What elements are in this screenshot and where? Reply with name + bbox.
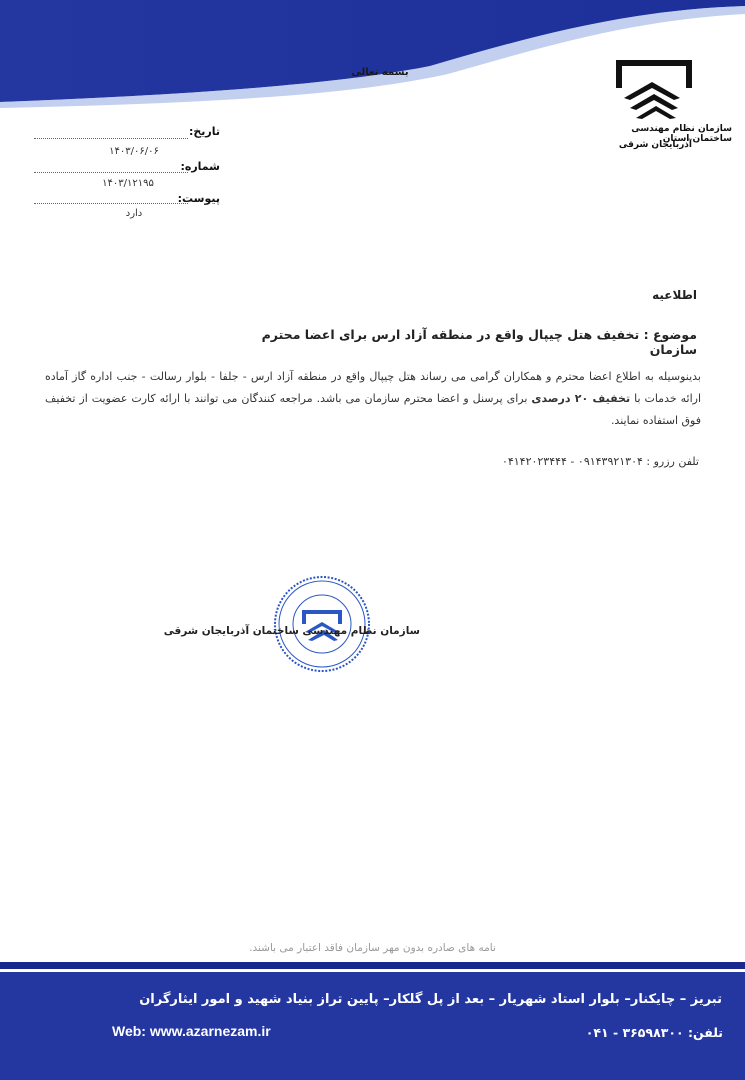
signature-organization: سازمان نظام مهندسی ساختمان آذربایجان شرقی — [163, 625, 420, 637]
organization-name-line-1: سازمان نظام مهندسی ساختمان استان — [631, 124, 732, 144]
basmala-text: بسمه تعالی — [351, 67, 409, 78]
notice-heading: اطلاعیه — [652, 288, 697, 302]
reservation-phone: تلفن رزرو : ۰۹۱۴۳۹۲۱۳۰۴ - ۰۴۱۴۲۰۲۳۴۴۴ — [501, 455, 699, 468]
number-value: ۱۴۰۳/۱۲۱۹۵ — [102, 178, 154, 189]
date-label: تاریخ: — [188, 125, 220, 138]
attachment-line — [34, 203, 188, 204]
body-text-part-2: برای پرسنل و اعضا محترم سازمان می باشد. مراجعه کنندگان می توانند با ارائه کارت عضویت از تخفیف فوق استفاده نمایند. — [45, 392, 701, 427]
footer-address: تبریز – چایکنار– بلوار استاد شهریار – بعد از پل گلکار– پایین تراز بنیاد شهید و امور ایثارگران — [139, 992, 722, 1007]
date-line — [34, 138, 188, 139]
organization-logo — [592, 58, 732, 168]
subject-line: موضوع : تخفیف هتل چیپال واقع در منطقه آزاد ارس برای اعضا محترم سازمان — [261, 327, 697, 357]
footer-stripe — [0, 962, 745, 969]
date-value: ۱۴۰۳/۰۶/۰۶ — [109, 146, 159, 157]
number-line — [34, 172, 188, 173]
body-text-discount: تخفیف ۲۰ درصدی — [531, 392, 631, 405]
body-paragraph — [45, 366, 701, 432]
house-logo-icon — [614, 58, 694, 120]
footer-website: Web: www.azarnezam.ir — [112, 1023, 271, 1039]
footer-phone: تلفن: ۳۶۵۹۸۳۰۰ - ۰۴۱ — [585, 1025, 723, 1040]
attachment-label: پیوست: — [177, 192, 220, 205]
disclaimer-text: نامه های صادره بدون مهر سازمان فاقد اعتبار می باشند. — [249, 942, 496, 954]
attachment-value: دارد — [125, 208, 143, 219]
body-text-part-1: بدینوسیله به اطلاع اعضا محترم و همکاران گرامی می رساند هتل چیپال واقع در منطقه آزاد ارس - جلفا - بلوار رسالت - جنب اداره گاز آماده ارائه خدمات با — [45, 370, 702, 405]
organization-seal — [272, 574, 372, 674]
organization-name-line-2: آذربایجان شرقی — [618, 140, 692, 150]
number-label: شماره: — [180, 160, 220, 173]
